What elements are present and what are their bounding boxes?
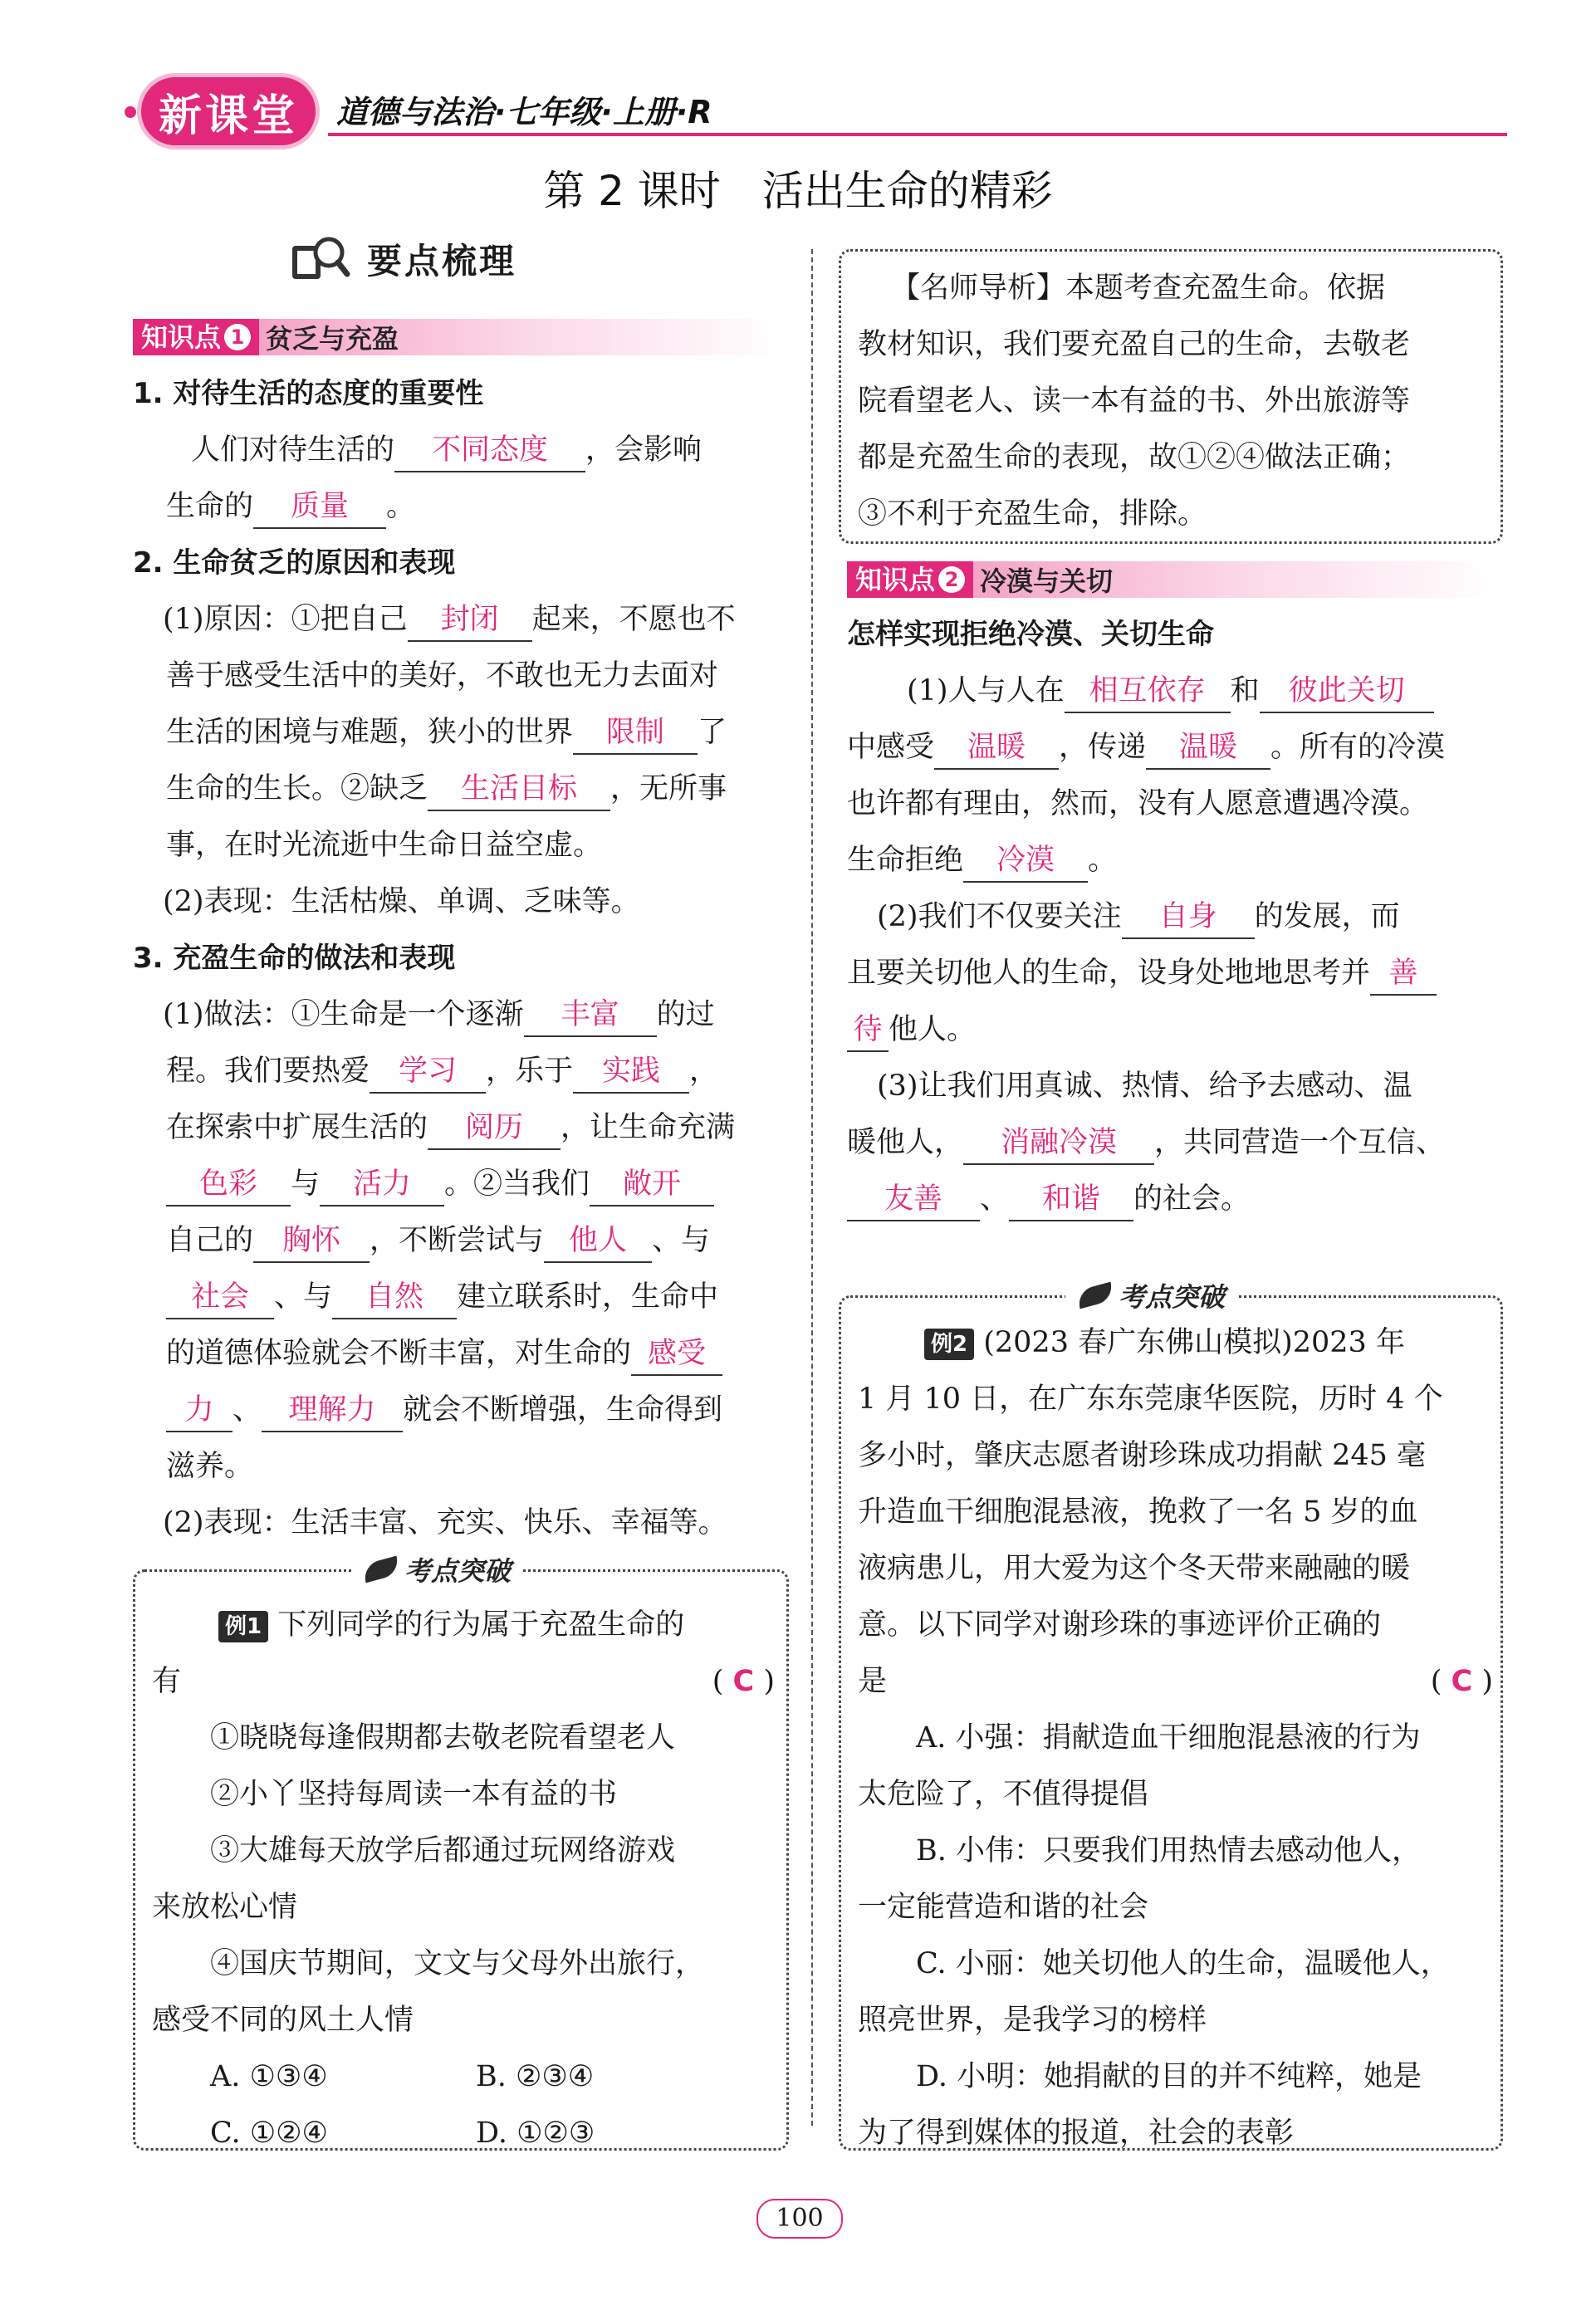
paragraph-line: [847, 1001, 1511, 1058]
answer-blank: 丰富: [524, 994, 657, 1037]
kp-tag-label: 知识点: [855, 564, 936, 595]
section-heading: [291, 234, 516, 284]
paragraph-line: [847, 888, 1511, 945]
header-rule: [328, 133, 1507, 136]
paragraph-line: (2)表现：生活枯燥、单调、乏味等。: [163, 885, 640, 918]
kp1-content: [133, 365, 789, 1551]
text: 、与: [274, 1280, 333, 1314]
choice-d: D. ①②③: [476, 2117, 595, 2150]
paragraph-line: (2)表现：生活丰富、充实、快乐、幸福等。: [163, 1506, 727, 1539]
text: 、: [980, 1182, 1010, 1216]
page-number: 100: [756, 2199, 843, 2239]
text: 在探索中扩展生活的: [166, 1111, 428, 1144]
paren: (: [1430, 1665, 1442, 1698]
text: 和: [1230, 674, 1260, 707]
question-line: 意。以下同学对谢珍珠的事迹评价正确的: [858, 1608, 1382, 1642]
answer-blank: 活力: [320, 1163, 444, 1206]
paragraph-line: [133, 1382, 789, 1438]
answer-blank: 封闭: [408, 599, 532, 642]
answer-blank: 限制: [573, 712, 698, 755]
text: ，让生命充满: [561, 1111, 736, 1144]
logo-dot-icon: [125, 106, 136, 118]
paragraph-line: [133, 986, 789, 1043]
example-tag: 例1: [218, 1611, 268, 1642]
example-2-box: [839, 1281, 1503, 2151]
option-line: 太危险了，不值得提倡: [858, 1778, 1149, 1811]
text: ，不断尝试与: [370, 1224, 545, 1257]
analysis-box: [839, 249, 1503, 544]
kaodian-label-text: 考点突破: [404, 1555, 512, 1587]
brand-logo-text: 新课堂: [158, 91, 298, 141]
analysis-line: 教材知识，我们要充盈自己的生命，去敬老: [858, 328, 1411, 361]
choice-a: A. ①③④: [210, 2060, 328, 2093]
paragraph-line: (3)让我们用真诚、热情、给予去感动、温: [877, 1069, 1412, 1103]
kp2-content: [847, 606, 1511, 1227]
kp-name: 冷漠与关切: [980, 565, 1114, 597]
knowledge-point-2-bar: [847, 561, 1495, 598]
leaf-icon: [1075, 1282, 1115, 1309]
kaodian-label-text: 考点突破: [1119, 1281, 1226, 1313]
option-line: ②小丫坚持每周读一本有益的书: [210, 1778, 618, 1811]
kp-tag-label: 知识点: [141, 321, 222, 353]
option-line: 为了得到媒体的报道，社会的表彰: [858, 2117, 1295, 2150]
analysis-line: ③不利于充盈生命，排除。: [858, 497, 1207, 531]
example-tag: 例2: [924, 1329, 974, 1360]
analysis-line: 【名师导析】本题考查充盈生命。依据: [891, 272, 1386, 305]
text: 的过: [656, 998, 715, 1031]
paragraph-line: [847, 945, 1511, 1001]
leaf-icon: [361, 1556, 401, 1583]
paragraph-line: [847, 719, 1511, 776]
text: 生命的: [166, 490, 254, 523]
kaodian-label: [1065, 1276, 1236, 1314]
answer-blank: 不同态度: [394, 429, 585, 472]
text: 、与: [652, 1224, 711, 1257]
option-line: ④国庆节期间，文文与父母外出旅行，: [210, 1947, 705, 1980]
knowledge-point-1-bar: [133, 319, 781, 355]
kp-tag: [847, 561, 973, 598]
text: (1)做法：①生命是一个逐渐: [163, 998, 524, 1031]
text: (2023 春广东佛山模拟)2023 年: [983, 1326, 1405, 1359]
text: 起来，不愿也不: [531, 603, 736, 636]
answer-blank: 阅历: [428, 1107, 561, 1150]
answer-blank: 他人: [544, 1220, 652, 1263]
analysis-line: 院看望老人、读一本有益的书、外出旅游等: [858, 384, 1411, 418]
answer-letter: C: [1451, 1665, 1473, 1698]
option-line: C. 小丽：她关切他人的生命，温暖他人，: [916, 1947, 1450, 1980]
text: ，: [689, 1055, 719, 1088]
paragraph-line: 也许都有理由，然而，没有人愿意遭遇冷漠。: [847, 787, 1429, 820]
section-heading-text: 要点梳理: [367, 241, 517, 281]
kp2-title: 怎样实现拒绝冷漠、关切生命: [847, 618, 1214, 651]
example-1-box: [133, 1555, 789, 2151]
brand-logo: [137, 73, 320, 149]
question-line: [152, 1597, 775, 1653]
answer-blank: 自身: [1122, 896, 1255, 939]
subheading-1: 1. 对待生活的态度的重要性: [133, 377, 484, 410]
text: 生命的生长。②缺乏: [166, 772, 428, 805]
text: (2)我们不仅要关注: [877, 900, 1122, 933]
kp-name: 贫乏与充盈: [266, 323, 399, 355]
question-line: 多小时，肇庆志愿者谢珍珠成功捐献 245 毫: [858, 1439, 1427, 1472]
text: 且要关切他人的生命，设身处地地思考并: [847, 957, 1371, 990]
question-line: 1 月 10 日，在广东东莞康华医院，历时 4 个: [858, 1383, 1443, 1416]
text: 建立联系时，生命中: [457, 1280, 719, 1314]
text: 。所有的冷漠: [1270, 731, 1446, 764]
text: ，会影响: [585, 433, 703, 467]
answer-blank: 善: [1370, 952, 1437, 996]
answer-blank: 胸怀: [253, 1220, 370, 1263]
paragraph-line: 事，在时光流逝中生命日益空虚。: [166, 829, 603, 862]
option-line: B. 小伟：只要我们用热情去感动他人，: [916, 1834, 1421, 1867]
text: 自己的: [166, 1224, 254, 1257]
answer-blank: 感受: [631, 1333, 722, 1376]
magnifier-book-icon: [291, 234, 350, 284]
choice-row: [152, 2105, 775, 2161]
answer-blank: 理解力: [262, 1389, 403, 1432]
paragraph-line: [847, 832, 1511, 888]
answer-blank: 敞开: [590, 1163, 714, 1206]
text: 暖他人，: [847, 1126, 964, 1159]
question-line: 升造血干细胞混悬液，挽救了一名 5 岁的血: [858, 1495, 1418, 1529]
question-line: [858, 1314, 1493, 1371]
text: 生活的困境与难题，狭小的世界: [166, 716, 574, 749]
question-line: 液病患儿，用大爱为这个冬天带来融融的暖: [858, 1552, 1411, 1585]
option-line: D. 小明：她捐献的目的并不纯粹，她是: [916, 2060, 1422, 2093]
choice-row: [152, 2048, 775, 2105]
option-line: ①晓晓每逢假期都去敬老院看望老人: [210, 1721, 676, 1755]
option-line: 照亮世界，是我学习的榜样: [858, 2004, 1207, 2037]
answer-blank: 彼此关切: [1260, 670, 1434, 713]
answer-blank: 力: [166, 1389, 233, 1432]
kaodian-label: [351, 1550, 522, 1588]
paren: ): [763, 1665, 775, 1698]
text: 人们对待生活的: [191, 433, 395, 467]
answer-blank: 实践: [573, 1050, 689, 1094]
option-line: ③大雄每天放学后都通过玩网络游戏: [210, 1834, 676, 1867]
answer-blank: 消融冷漠: [963, 1122, 1154, 1165]
choice-b: B. ②③④: [476, 2060, 595, 2093]
text: 的发展，而: [1254, 900, 1400, 933]
column-divider: [811, 249, 813, 2126]
paragraph-line: [133, 1156, 789, 1212]
text: 。②当我们: [444, 1167, 590, 1201]
kp-tag: [133, 319, 259, 355]
text: 他人。: [889, 1013, 977, 1046]
paragraph-line: [847, 663, 1511, 719]
text: 中感受: [847, 731, 935, 764]
lesson-title: 第 2 课时 活出生命的精彩: [543, 167, 1053, 215]
option-line: 来放松心情: [152, 1891, 298, 1924]
text: 与: [291, 1167, 321, 1201]
answer-blank: 和谐: [1009, 1178, 1133, 1221]
answer-paren: [712, 1653, 775, 1710]
text: 、: [233, 1393, 262, 1427]
answer-blank: 冷漠: [963, 839, 1088, 883]
paren: ): [1481, 1665, 1493, 1698]
text: 下列同学的行为属于充盈生命的: [277, 1608, 685, 1642]
paragraph-line: [133, 591, 789, 648]
option-line: 感受不同的风土人情: [152, 2004, 414, 2037]
text: (1)人与人在: [907, 674, 1065, 707]
paragraph-line: [847, 1114, 1511, 1171]
answer-blank: 生活目标: [428, 768, 610, 811]
paragraph-line: [133, 1043, 789, 1099]
answer-blank: 质量: [253, 486, 386, 529]
paragraph-line: [133, 1212, 789, 1269]
paren: (: [712, 1665, 724, 1698]
option-line: 一定能营造和谐的社会: [858, 1891, 1149, 1924]
answer-blank: 社会: [166, 1276, 274, 1319]
answer-blank: 友善: [847, 1178, 980, 1221]
question-line: [858, 1653, 1493, 1710]
paragraph-line: [133, 1269, 789, 1325]
paragraph-line: [847, 1171, 1511, 1227]
paragraph-line: 善于感受生活中的美好，不敢也无力去面对: [166, 659, 719, 693]
answer-letter: C: [732, 1665, 755, 1698]
paragraph-line: [133, 1099, 789, 1156]
analysis-line: 都是充盈生命的表现，故①②④做法正确；: [858, 441, 1411, 474]
text: ，无所事: [610, 772, 727, 805]
choice-c: C. ①②④: [210, 2117, 328, 2150]
answer-paren: [1431, 1653, 1493, 1710]
subheading-2: 2. 生命贫乏的原因和表现: [133, 546, 456, 580]
option-line: A. 小强：捐献造血干细胞混悬液的行为: [916, 1721, 1421, 1755]
paragraph-line: [133, 761, 789, 817]
question-line: [152, 1653, 775, 1710]
paragraph-line: [133, 704, 789, 761]
text: 是: [858, 1665, 888, 1698]
text: ，共同营造一个互信、: [1154, 1126, 1446, 1159]
answer-blank: 色彩: [166, 1163, 291, 1206]
text: ，传递: [1059, 731, 1147, 764]
kp-number-badge: 2: [938, 566, 965, 593]
text: 了: [698, 716, 727, 749]
paragraph-line: [133, 422, 789, 478]
book-title: 道德与法治·七年级·上册·R: [336, 94, 712, 130]
text: (1)原因：①把自己: [163, 603, 408, 636]
answer-blank: 学习: [370, 1050, 486, 1094]
answer-blank: 相互依存: [1065, 670, 1231, 713]
text: 就会不断增强，生命得到: [403, 1393, 723, 1427]
paragraph-line: [133, 478, 789, 535]
answer-blank: 温暖: [1146, 727, 1270, 770]
answer-blank: 自然: [332, 1276, 457, 1319]
text: 有: [152, 1665, 182, 1698]
text: 的社会。: [1133, 1182, 1251, 1216]
answer-blank: 温暖: [934, 727, 1059, 770]
paragraph-line: 滋养。: [166, 1450, 254, 1483]
text: 的道德体验就会不断丰富，对生命的: [166, 1337, 632, 1370]
text: 程。我们要热爱: [166, 1055, 370, 1088]
text: 。: [386, 490, 416, 523]
paragraph-line: [133, 1325, 789, 1382]
subheading-3: 3. 充盈生命的做法和表现: [133, 942, 456, 975]
answer-blank: 待: [847, 1009, 889, 1052]
text: 。: [1088, 844, 1118, 877]
kp-number-badge: 1: [224, 324, 251, 350]
text: ，乐于: [486, 1055, 574, 1088]
text: 生命拒绝: [847, 844, 964, 877]
